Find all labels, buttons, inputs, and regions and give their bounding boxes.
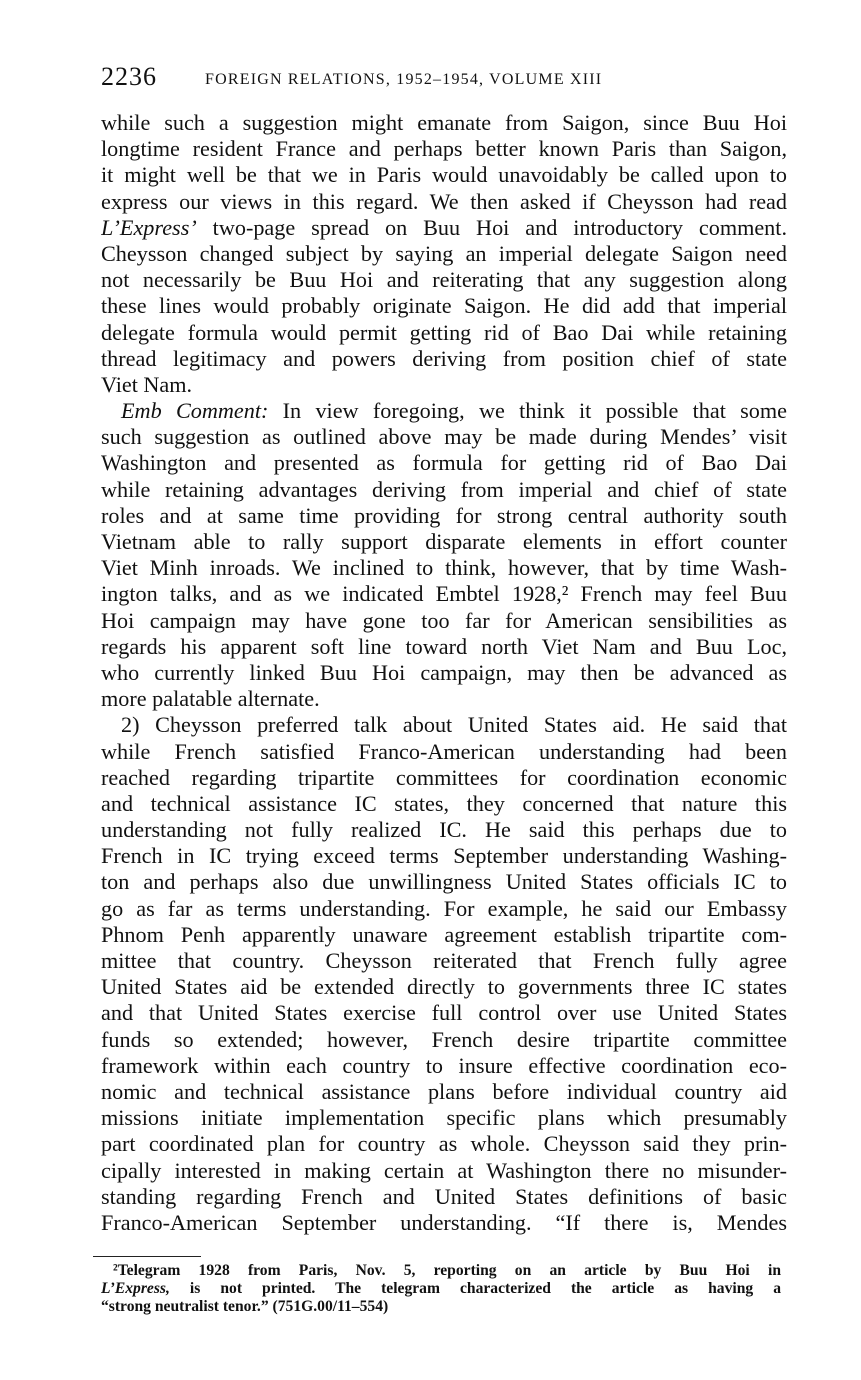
body-line: and that United States exercise full control over use United States bbox=[101, 1000, 787, 1026]
body-line: more palatable alternate. bbox=[101, 686, 320, 712]
body-line: L’Express’ two-page spread on Buu Hoi and introductory comment. bbox=[101, 214, 787, 240]
body-line: Phnom Penh apparently unaware agreement establish tripartite com- bbox=[101, 921, 787, 947]
footnote-rule bbox=[93, 1256, 201, 1257]
body-line: part coordinated plan for country as whole. Cheysson said they prin- bbox=[101, 1131, 787, 1157]
body-line: United States aid be extended directly to governments three IC states bbox=[101, 974, 787, 1000]
body-line: ton and perhaps also due unwillingness United States officials IC to bbox=[101, 869, 787, 895]
body-text bbox=[101, 110, 787, 1236]
body-line: Emb Comment: In view foregoing, we think it possible that some bbox=[121, 398, 787, 424]
page-number: 2236 bbox=[101, 62, 157, 91]
body-line: roles and at same time providing for strong central authority south bbox=[101, 502, 787, 528]
body-line: standing regarding French and United States definitions of basic bbox=[101, 1183, 787, 1209]
body-line: and technical assistance IC states, they concerned that nature this bbox=[101, 790, 787, 816]
body-line: nomic and technical assistance plans before individual country aid bbox=[101, 1078, 787, 1104]
footnote-line: ²Telegram 1928 from Paris, Nov. 5, reporting on an article by Buu Hoi in bbox=[113, 1262, 781, 1279]
body-line: Washington and presented as formula for getting rid of Bao Dai bbox=[101, 450, 787, 476]
body-line: French in IC trying exceed terms September understanding Washing- bbox=[101, 843, 787, 869]
body-line: while retaining advantages deriving from imperial and chief of state bbox=[101, 476, 787, 502]
body-line: longtime resident France and perhaps better known Paris than Saigon, bbox=[101, 136, 787, 162]
body-line: Viet Nam. bbox=[101, 371, 193, 397]
body-line: framework within each country to insure effective coordination eco- bbox=[101, 1052, 787, 1078]
body-line: Vietnam able to rally support disparate elements in effort counter bbox=[101, 529, 787, 554]
body-line: Cheysson changed subject by saying an imperial delegate Saigon need bbox=[101, 240, 787, 266]
body-line: ington talks, and as we indicated Embtel 1928,² French may feel Buu bbox=[101, 581, 787, 607]
body-line: while such a suggestion might emanate from Saigon, since Buu Hoi bbox=[101, 110, 787, 135]
body-line: these lines would probably originate Saigon. He did add that imperial bbox=[101, 293, 787, 319]
body-line: mittee that country. Cheysson reiterated that French fully agree bbox=[101, 948, 787, 973]
body-line: Franco-American September understanding. “If there is, Mendes bbox=[101, 1209, 787, 1235]
page-header bbox=[101, 62, 791, 98]
footnote-line: L’Express, is not printed. The telegram characterized the article as having a bbox=[101, 1280, 781, 1298]
body-line: delegate formula would permit getting rid of Bao Dai while retaining bbox=[101, 319, 787, 345]
footnotes bbox=[101, 1262, 781, 1317]
body-line: who currently linked Buu Hoi campaign, may then be advanced as bbox=[101, 659, 787, 685]
body-line: it might well be that we in Paris would unavoidably be called upon to bbox=[101, 162, 787, 188]
body-line: while French satisfied Franco-American understanding had been bbox=[101, 738, 787, 764]
body-line: Viet Minh inroads. We inclined to think, however, that by time Wash- bbox=[101, 555, 787, 581]
body-line: reached regarding tripartite committees for coordination economic bbox=[101, 764, 787, 790]
footnote-line: “strong neutralist tenor.” (751G.00/11–554) bbox=[101, 1298, 389, 1316]
body-line: not necessarily be Buu Hoi and reiterating that any suggestion along bbox=[101, 267, 787, 293]
body-line: understanding not fully realized IC. He said this perhaps due to bbox=[101, 817, 787, 843]
body-line: funds so extended; however, French desire tripartite committee bbox=[101, 1026, 787, 1052]
body-line: Hoi campaign may have gone too far for American sensibilities as bbox=[101, 607, 787, 633]
body-line: missions initiate implementation specific plans which presumably bbox=[101, 1105, 787, 1131]
body-line: regards his apparent soft line toward north Viet Nam and Buu Loc, bbox=[101, 633, 787, 659]
body-line: 2) Cheysson preferred talk about United States aid. He said that bbox=[121, 712, 787, 738]
body-line: thread legitimacy and powers deriving from position chief of state bbox=[101, 345, 787, 371]
body-line: such suggestion as outlined above may be made during Mendes’ visit bbox=[101, 424, 787, 450]
body-line: cipally interested in making certain at Washington there no misunder- bbox=[101, 1157, 787, 1183]
running-title: FOREIGN RELATIONS, 1952–1954, VOLUME XIII bbox=[205, 71, 603, 88]
body-line: express our views in this regard. We then asked if Cheysson had read bbox=[101, 188, 787, 214]
body-line: go as far as terms understanding. For example, he said our Embassy bbox=[101, 895, 787, 921]
